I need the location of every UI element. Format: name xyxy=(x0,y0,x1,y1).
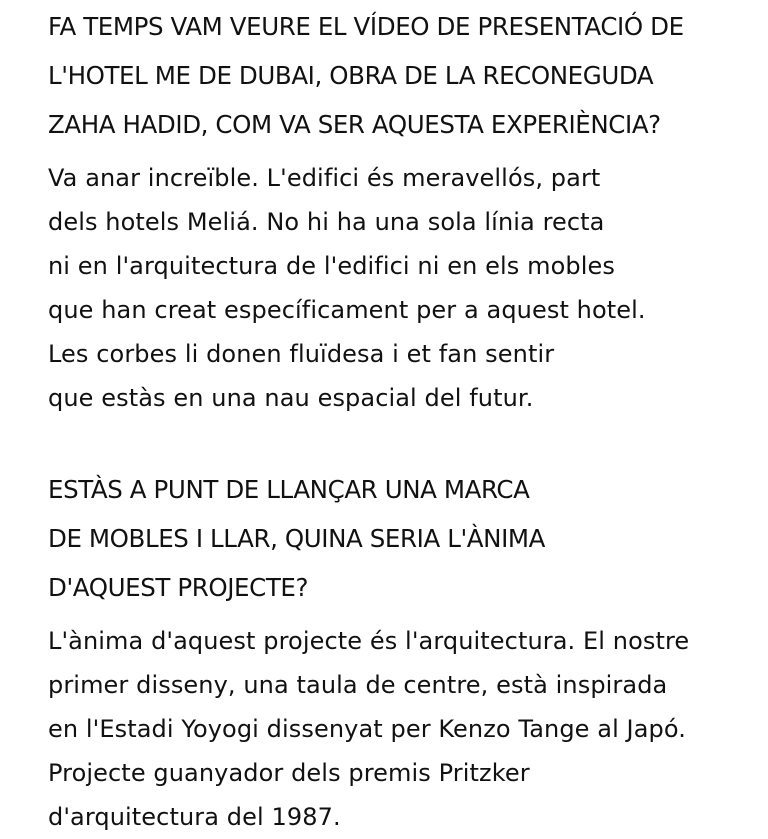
question-line: FA TEMPS VAM VEURE EL VÍDEO DE PRESENTACIÓ DE xyxy=(48,12,684,41)
answer-line: L'ànima d'aquest projecte és l'arquitectura. El nostre xyxy=(48,627,690,655)
question-1 xyxy=(48,2,684,149)
answer-line: ni en l'arquitectura de l'edifici ni en els mobles xyxy=(48,252,615,280)
answer-line: que estàs en una nau espacial del futur. xyxy=(48,384,534,412)
answer-1 xyxy=(48,156,646,420)
question-line: D'AQUEST PROJECTE? xyxy=(48,573,309,602)
question-2 xyxy=(48,465,545,612)
answer-line: dels hotels Meliá. No hi ha una sola línia recta xyxy=(48,208,605,236)
answer-line: en l'Estadi Yoyogi dissenyat per Kenzo Tange al Japó. xyxy=(48,715,686,743)
answer-line: Les corbes li donen fluïdesa i et fan sentir xyxy=(48,340,555,368)
answer-line: Va anar increïble. L'edifici és meravellós, part xyxy=(48,164,601,192)
question-line: ESTÀS A PUNT DE LLANÇAR UNA MARCA xyxy=(48,475,530,504)
question-line: DE MOBLES I LLAR, QUINA SERIA L'ÀNIMA xyxy=(48,524,546,553)
answer-line: primer disseny, una taula de centre, està inspirada xyxy=(48,671,668,699)
answer-line: Projecte guanyador dels premis Pritzker xyxy=(48,759,530,787)
question-line: L'HOTEL ME DE DUBAI, OBRA DE LA RECONEGUDA xyxy=(48,61,654,90)
answer-line: que han creat específicament per a aquest hotel. xyxy=(48,296,646,324)
answer-line: d'arquitectura del 1987. xyxy=(48,803,341,831)
question-line: ZAHA HADID, COM VA SER AQUESTA EXPERIÈNCIA? xyxy=(48,110,661,139)
answer-2 xyxy=(48,619,689,839)
